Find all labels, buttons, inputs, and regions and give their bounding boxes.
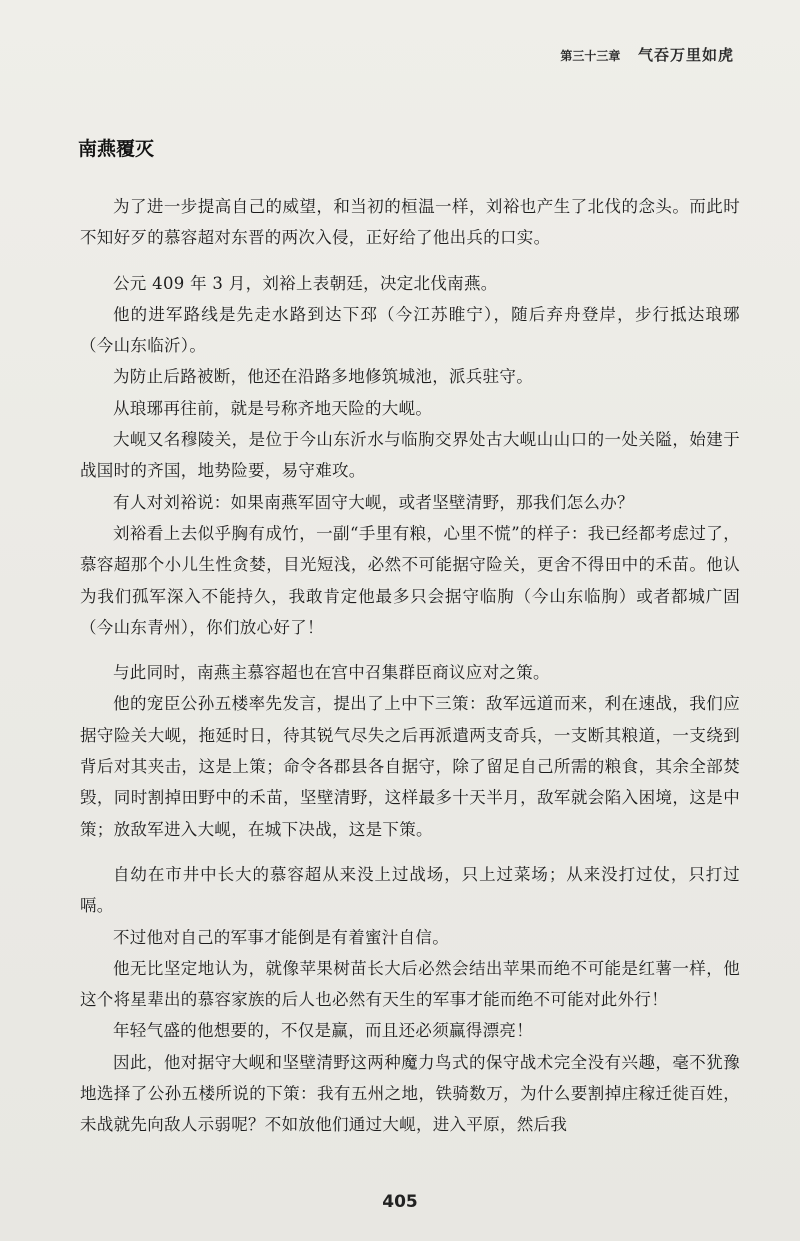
section-title: 南燕覆灭 — [78, 138, 155, 160]
paragraph: 自幼在市井中长大的慕容超从来没上过战场，只上过菜场；从来没打过仗，只打过嗝。 — [80, 864, 740, 916]
paragraph: 因此，他对据守大岘和坚壁清野这两种魔力鸟式的保守战术完全没有兴趣，毫不犹豫地选择了公孙五楼所说的下策：我有五州之地，铁骑数万，为什么要割掉庄稼迁徙百姓，未战就先向敌人示弱呢？不如放他们通过大岘，进入平原，然后我 — [80, 1052, 740, 1135]
chapter-number: 第三十三章 — [560, 49, 621, 63]
paragraph: 有人对刘裕说：如果南燕军固守大岘，或者坚壁清野，那我们怎么办？ — [113, 492, 634, 512]
page-number: 405 — [382, 1192, 418, 1212]
paragraph: 为了进一步提高自己的威望，和当初的桓温一样，刘裕也产生了北伐的念头。而此时不知好歹的慕容超对东晋的两次入侵，正好给了他出兵的口实。 — [80, 197, 740, 248]
paragraph: 与此同时，南燕主慕容超也在宫中召集群臣商议应对之策。 — [113, 663, 550, 683]
running-header — [560, 44, 734, 65]
paragraph: 公元 409 年 3 月，刘裕上表朝廷，决定北伐南燕。 — [113, 273, 498, 293]
paragraph: 他的进军路线是先走水路到达下邳（今江苏睢宁），随后弃舟登岸，步行抵达琅琊（今山东临沂）。 — [80, 304, 740, 356]
paragraph: 不过他对自己的军事才能倒是有着蜜汁自信。 — [113, 927, 449, 947]
paragraph: 大岘又名穆陵关，是位于今山东沂水与临朐交界处古大岘山山口的一处关隘，始建于战国时的齐国，地势险要，易守难攻。 — [80, 430, 740, 481]
chapter-title: 气吞万里如虎 — [637, 46, 734, 64]
paragraph: 从琅琊再往前，就是号称齐地天险的大岘。 — [113, 398, 433, 418]
body-text — [80, 191, 740, 1141]
paragraph: 为防止后路被断，他还在沿路多地修筑城池，派兵驻守。 — [113, 367, 533, 387]
paragraph: 年轻气盛的他想要的，不仅是赢，而且还必须赢得漂亮！ — [113, 1021, 533, 1041]
paragraph: 刘裕看上去似乎胸有成竹，一副“手里有粮，心里不慌”的样子：我已经都考虑过了，慕容超那个小儿生性贪婪，目光短浅，必然不可能据守险关，更舍不得田中的禾苗。他认为我们孤军深入不能持久，我敢肯定他最多只会据守临朐（今山东临朐）或者都城广固（今山东青州），你们放心好了！ — [80, 523, 740, 637]
paragraph: 他的宠臣公孙五楼率先发言，提出了上中下三策：敌军远道而来，利在速战，我们应据守险关大岘，拖延时日，待其锐气尽失之后再派遣两支奇兵，一支断其粮道，一支绕到背后对其夹击，这是上策；命令各郡县各自据守，除了留足自己所需的粮食，其余全部焚毁，同时割掉田野中的禾苗，坚壁清野，这样最多十天半月，敌军就会陷入困境，这是中策；放敌军进入大岘，在城下决战，这是下策。 — [80, 694, 740, 839]
paragraph: 他无比坚定地认为，就像苹果树苗长大后必然会结出苹果而绝不可能是红薯一样，他这个将星辈出的慕容家族的后人也必然有天生的军事才能而绝不可能对此外行！ — [80, 958, 740, 1010]
